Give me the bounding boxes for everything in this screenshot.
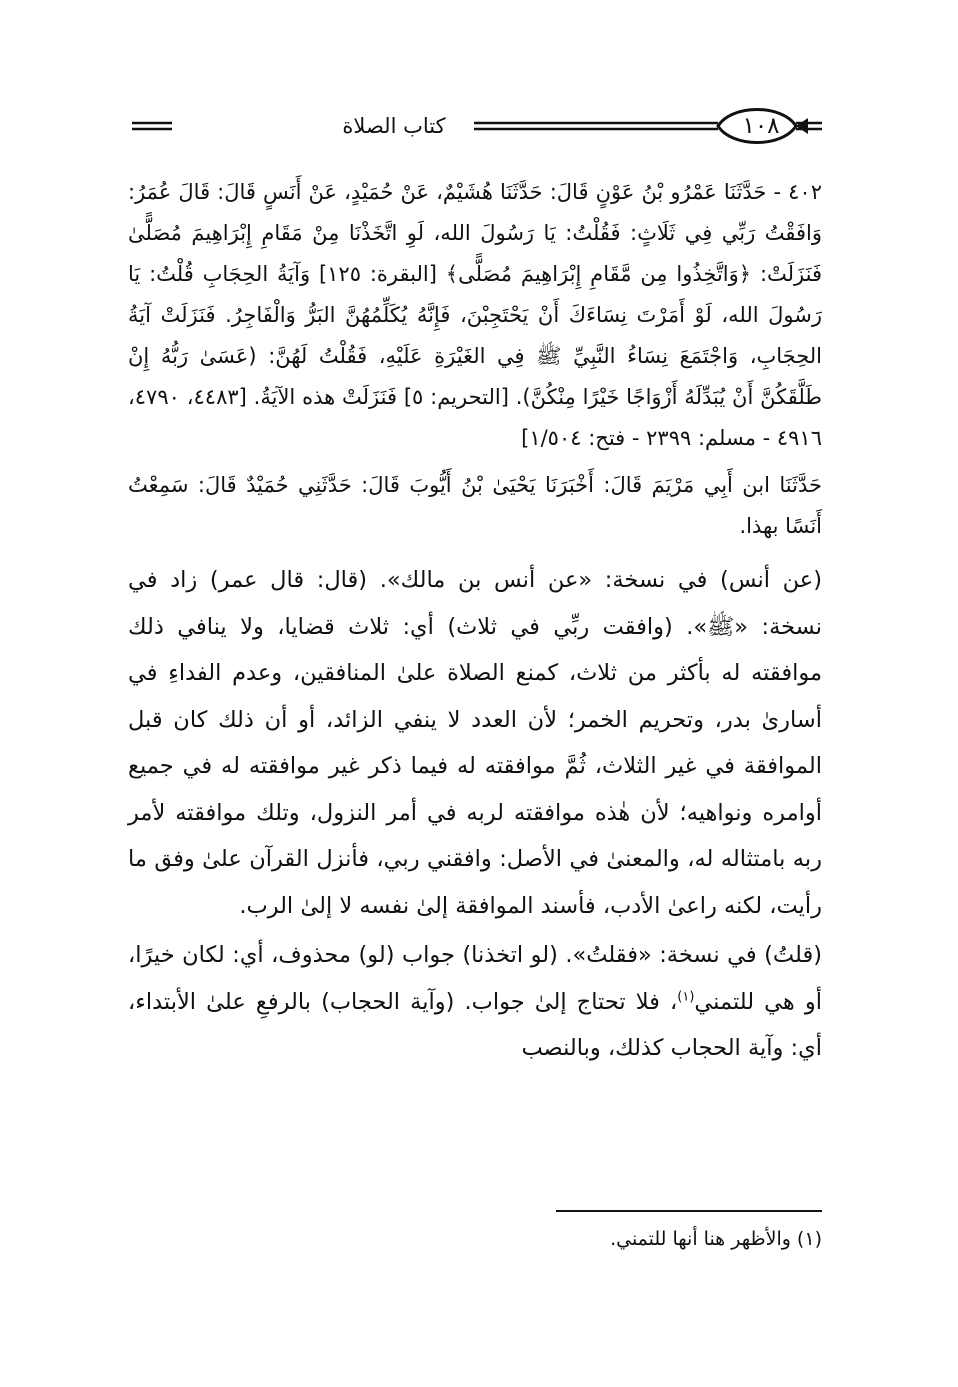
book-title: كتاب الصلاة bbox=[314, 108, 474, 144]
commentary-paragraph-1: (عن أنس) في نسخة: «عن أنس بن مالك». (قال: قال عمر) زاد في نسخة: «ﷺ». (وافقت ربِّي في ثلاث) أي: ثلاث قضايا، ولا ينافي ذلك موافقته له بأكثر من ثلاث، كمنع الصلاة علىٰ المنافقين، وعدم الفداءِ في أسارىٰ بدر، وتحريم الخمر؛ لأن العدد لا ينفي الزائد، أو أن ذلك كان قبل الموافقة في غير الثلاث، ثُمَّ موافقته له فيما ذكر غير موافقته له في جميع أوامره ونواهيه؛ لأن هٰذه موافقته لربه في أمر النزول، وتلك موافقته لأمر ربه بامتثاله له، والمعنىٰ في الأصل: وافقني ربي، فأنزل القرآن علىٰ وفق ما رأيت، لكنه راعىٰ الأدب، فأسند الموافقة إلىٰ نفسه لا إلىٰ الرب. bbox=[128, 567, 822, 919]
page-body bbox=[128, 172, 822, 1072]
page-number: ١٠٨ bbox=[742, 113, 780, 139]
commentary-paragraph-2 bbox=[128, 932, 822, 1072]
header-ornament bbox=[132, 100, 822, 152]
commentary-text-part: ، فلا تحتاج إلىٰ جواب. (وآية الحجاب) بالرفعِ علىٰ الأبتداء، أي: وآية الحجاب كذلك، وبالنصب bbox=[128, 988, 822, 1061]
hadith-text: ٤٠٢ - حَدَّثَنَا عَمْرُو بْنُ عَوْنٍ قَالَ: حَدَّثَنَا هُشَيْمٌ، عَنْ حُمَيْدٍ، عَنْ أَنَسٍ قَالَ: قَالَ عُمَرُ: وَافَقْتُ رَبِّي فِي ثَلَاثٍ: فَقُلْتُ: يَا رَسُولَ الله، لَوِ اتَّخَذْنَا مِنْ مَقَامِ إِبْرَاهِيمَ مُصَلًّىٰ فَنَزَلَتْ: ﴿وَاتَّخِذُوا مِن مَّقَامِ إِبْرَاهِيمَ مُصَلًّى﴾ [البقرة: ١٢٥] وَآيَةُ الحِجَابِ قُلْتُ: يَا رَسُولَ الله، لَوْ أَمَرْتَ نِسَاءَكَ أَنْ يَحْتَجِبْنَ، فَإِنَّهُ يُكَلِّمُهُنَّ البَرُّ وَالْفَاجِرُ. فَنَزَلَتْ آيَةُ الحِجَابِ، وَاجْتَمَعَ نِسَاءُ النَّبِيِّ ﷺ فِي الغَيْرَةِ عَلَيْهِ، فَقُلْتُ لَهُنَّ: (عَسَىٰ رَبُّهُ إِنْ طَلَّقَكُنَّ أَنْ يُبَدِّلَهُ أَزْوَاجًا خَيْرًا مِنْكُنَّ). [التحريم: ٥] فَنَزَلَتْ هذه الآيَةُ. [٤٤٨٣، ٤٧٩٠، ٤٩١٦ - مسلم: ٢٣٩٩ - فتح: ١/٥٠٤] bbox=[128, 180, 822, 450]
footnote: (١) والأظهر هنا أنها للتمني. bbox=[610, 1228, 822, 1250]
page-header bbox=[132, 100, 822, 152]
hadith-chain: حَدَّثَنَا ابن أَبِي مَرْيَمَ قَالَ: أَخْبَرَنَا يَحْيَىٰ بْنُ أَيُّوبَ قَالَ: حَدَّثَنِي حُمَيْدٌ قَالَ: سَمِعْتُ أَنَسًا بهذا. bbox=[128, 473, 822, 538]
footnote-divider bbox=[556, 1210, 822, 1212]
footnote-reference: (١) bbox=[677, 989, 695, 1004]
commentary-text-part: (قلتُ) في نسخة: «فقلتُ». (لو اتخذنا) جواب (لو) محذوف، أي: لكان خيرًا، أو هي للتمني bbox=[128, 942, 823, 1015]
